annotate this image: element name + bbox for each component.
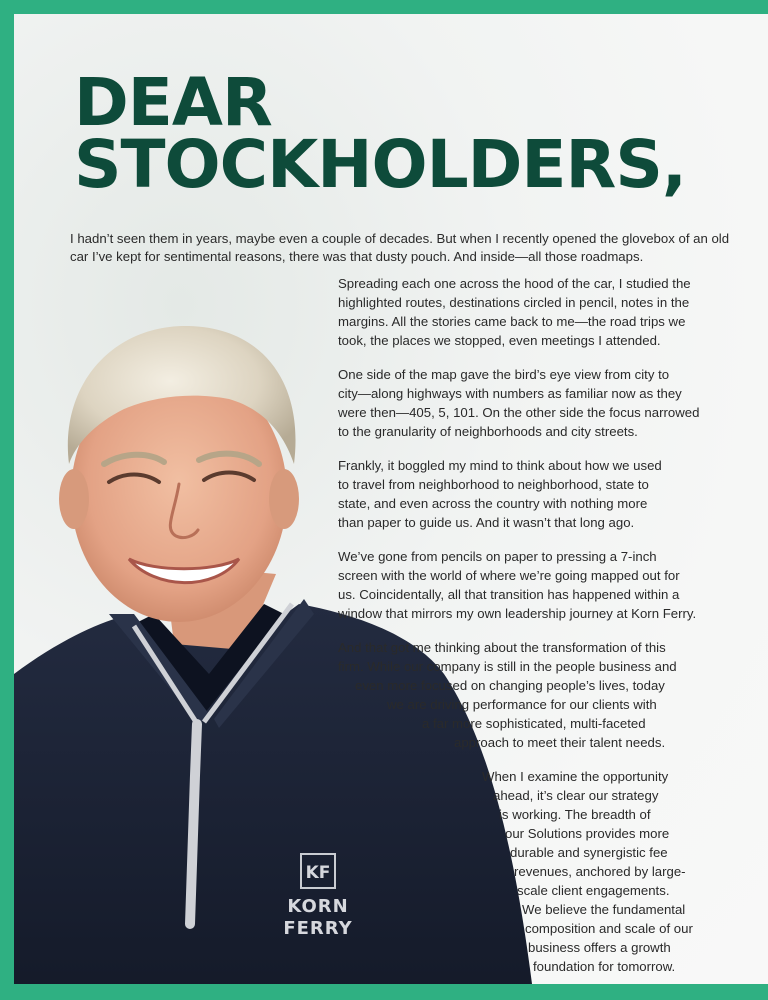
text-line: One side of the map gave the bird’s eye view from city to [338,367,670,382]
text-line: to the granularity of neighborhoods and city streets. [338,424,638,439]
text-line: firm. While our company is still in the people business and [338,659,677,674]
text-line: durable and synergistic fee [510,845,668,860]
paragraph-5 [14,638,768,752]
text-line: margins. All the stories came back to me—the road trips we [338,314,686,329]
text-line: composition and scale of our [525,921,693,936]
text-line: ahead, it’s clear our strategy [493,788,659,803]
logo-word-ferry: FERRY [283,918,353,939]
logo-monogram: KF [305,863,331,883]
text-line: Spreading each one across the hood of the car, I studied the [338,276,691,291]
text-line: And that got me thinking about the transformation of this [338,640,666,655]
text-line: than paper to guide us. And it wasn’t that long ago. [338,515,635,530]
intro-paragraph: I hadn’t seen them in years, maybe even a couple of decades. But when I recently opened the glovebox of an old car I’ve kept for sentimental reasons, there was that dusty pouch. And inside—all those roadmaps. [70,231,730,264]
text-line: even more focused on changing people’s lives, today [355,678,665,693]
text-line: were then—405, 5, 101. On the other side the focus narrowed [338,405,700,420]
text-line: took, the places we stopped, even meetings I attended. [338,333,661,348]
text-line: us. Coincidentally, all that transition has happened within a [338,587,680,602]
text-line: our Solutions provides more [505,826,670,841]
page-title [74,64,686,203]
text-line: We believe the fundamental [522,902,686,917]
text-line: revenues, anchored by large- [514,864,686,879]
logo-word-korn: KORN [287,896,349,917]
paragraph-1 [14,274,768,350]
text-line: we are driving performance for our clients with [387,697,657,712]
paragraph-6 [14,767,768,976]
text-line: is working. The breadth of [499,807,651,822]
paragraph-4 [14,547,768,623]
paragraph-3 [14,456,768,532]
text-line: screen with the world of where we’re going mapped out for [338,568,680,583]
letter-page [14,14,768,984]
text-line: to travel from neighborhood to neighborhood, state to [338,477,649,492]
text-line: scale client engagements. [517,883,670,898]
title-line-1: DEAR [74,64,272,141]
paragraph-2 [14,365,768,441]
text-line: window that mirrors my own leadership journey at Korn Ferry. [338,606,697,621]
text-line: approach to meet their talent needs. [454,735,666,750]
text-line: state, and even across the country with nothing more [338,496,648,511]
text-line: highlighted routes, destinations circled in pencil, notes in the [338,295,690,310]
text-line: city—along highways with numbers as familiar now as they [338,386,682,401]
title-line-2: STOCKHOLDERS, [74,126,686,203]
letter-body [14,274,768,984]
text-line: When I examine the opportunity [482,769,669,784]
text-line: Frankly, it boggled my mind to think about how we used [338,458,662,473]
text-line: business offers a growth [528,940,671,955]
text-line: We’ve gone from pencils on paper to pressing a 7-inch [338,549,657,564]
text-line: foundation for tomorrow. [533,959,676,974]
text-line: a far more sophisticated, multi-faceted [422,716,646,731]
